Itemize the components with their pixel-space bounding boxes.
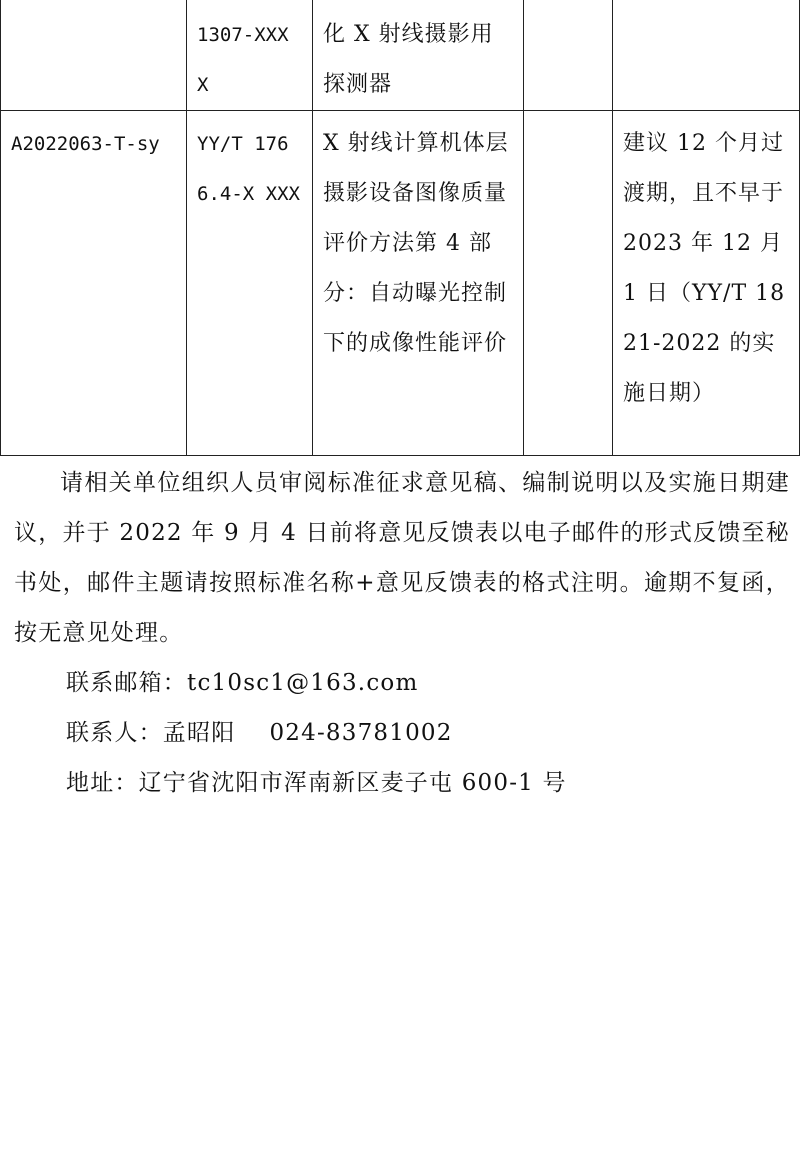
standard-name-cell: X 射线计算机体层摄影设备图像质量评价方法第 4 部分：自动曝光控制下的成像性能评价 [313, 111, 524, 456]
notice-body [14, 458, 790, 808]
plan-code-cell: A2022063-T-sy [1, 111, 187, 456]
instruction-paragraph: 请相关单位组织人员审阅标准征求意见稿、编制说明以及实施日期建议，并于 2022 年 9 月 4 日前将意见反馈表以电子邮件的形式反馈至秘书处，邮件主题请按照标准名称+意见反馈表的格式注明。逾期不复函，按无意见处理。 [14, 470, 790, 646]
table-row [1, 0, 800, 111]
implementation-date-cell [613, 0, 800, 111]
contact-address: 地址：辽宁省沈阳市浑南新区麦子屯 600-1 号 [66, 770, 567, 796]
table-row [1, 111, 800, 456]
standard-name-cell: 化 X 射线摄影用探测器 [313, 0, 524, 111]
implementation-date-cell: 建议 12 个月过渡期，且不早于 2023 年 12 月 1 日（YY/T 1821-2022 的实施日期） [613, 111, 800, 456]
plan-code-cell [1, 0, 187, 111]
standard-number-cell: 1307-XXX X [187, 0, 313, 111]
contact-person: 联系人：孟昭阳 024-83781002 [66, 720, 453, 746]
empty-cell [524, 0, 613, 111]
standards-table [0, 0, 800, 456]
standard-number-cell: YY/T 1766.4-X XXX [187, 111, 313, 456]
empty-cell [524, 111, 613, 456]
contact-email: 联系邮箱：tc10sc1@163.com [66, 670, 419, 696]
